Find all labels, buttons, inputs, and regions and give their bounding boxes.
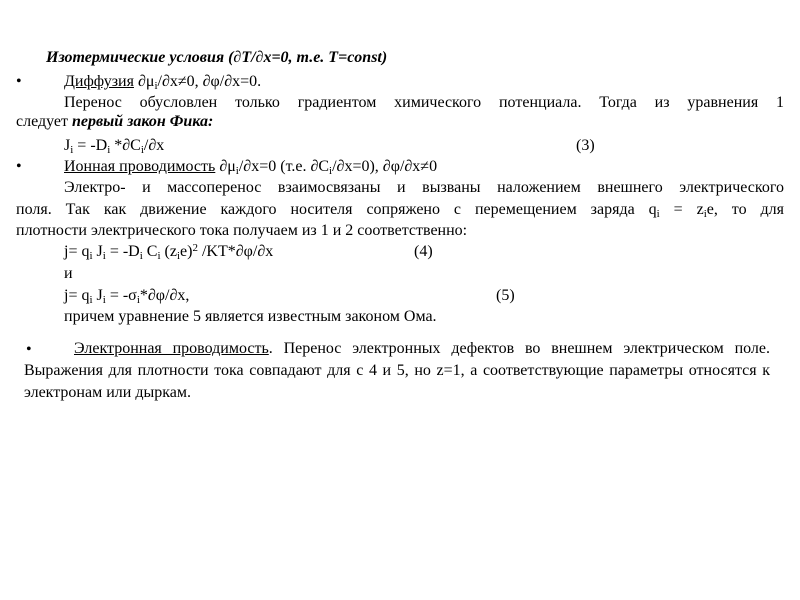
equation-5: $j= q_i$ $J_i = -\sigma_i*\partial\varphi/\partial x$, xyxy=(64,287,190,306)
electronic-title: Электронная проводимость xyxy=(74,340,269,357)
equation-3-number: (3) xyxy=(576,137,595,154)
ionic-p2-b: = z xyxy=(659,201,704,218)
diffusion-title: Диффузия xyxy=(64,73,134,90)
ionic-title: Ионная проводимость xyxy=(64,158,216,175)
ionic-paragraph-line2: поля. Так как движение каждого носителя сопряжено с перемещением заряда $q_i = z_ie$, то для xyxy=(16,201,784,220)
ionic-p2-a: поля. Так как движение каждого носителя сопряжено с перемещением заряда q xyxy=(16,201,657,218)
ohm-note: причем уравнение 5 является известным законом Ома. xyxy=(64,308,437,325)
ionic-condition-rest2: /∂x=0), ∂φ/∂x≠0 xyxy=(332,158,438,175)
ionic-p2-c: e, то для xyxy=(706,201,784,218)
electronic-paragraph xyxy=(24,338,770,404)
ionic-paragraph-line1: Электро- и массоперенос взаимосвязаны и вызваны наложением внешнего электрического xyxy=(64,179,784,196)
ionic-condition-rest: /∂x=0 (т.е. ∂C xyxy=(238,158,330,175)
ionic-paragraph-line3: плотности электрического тока получаем из 1 и 2 соответственно: xyxy=(16,222,468,239)
heading-text: Изотермические условия (∂T/∂x=0, т.е. T=const) xyxy=(46,49,388,66)
equation-3: $J_i = -D_i$ $*\partial C_i/\partial x$ xyxy=(64,137,165,156)
diffusion-follows: следует xyxy=(16,113,72,130)
equation-5-number: (5) xyxy=(496,287,515,304)
section-heading xyxy=(46,48,387,68)
diffusion-condition-rest: /∂x≠0, ∂φ/∂x=0. xyxy=(157,73,262,90)
diffusion-mu: ∂μ xyxy=(137,73,155,90)
diffusion-paragraph-line1: Перенос обусловлен только градиентом химического потенциала. Тогда из уравнения 1 xyxy=(64,94,784,111)
diffusion-condition: $\partial\mu_i/\partial x\ne 0$, ∂φ/∂x=0. xyxy=(137,73,262,92)
equation-4-number: (4) xyxy=(414,243,433,260)
ionic-line xyxy=(64,157,437,177)
bullet-diffusion: • xyxy=(16,73,22,90)
bullet-electronic: • xyxy=(26,341,32,358)
fick-law-label: первый закон Фика: xyxy=(72,113,214,130)
ionic-condition: $\partial\mu_i/\partial x=0$ (т.е. $\partial C_i/\partial x=0$), ∂φ/∂x≠0 xyxy=(219,158,438,177)
bullet-ionic: • xyxy=(16,158,22,175)
electronic-text: . Перенос электронных дефектов во внешнем электрическом поле. Выражения для плотности тока совпадают для с 4 и 5, но z=1, а соответствующие параметры относятся к электронам или дыркам. xyxy=(24,340,771,401)
diffusion-line xyxy=(64,72,261,92)
and-word: и xyxy=(64,265,73,282)
diffusion-paragraph-line2 xyxy=(16,112,213,132)
equation-4: $j= q_i$ $J_i = -D_i$ $C_i$ $(z_ie)^2$ /KT*∂φ/∂x xyxy=(64,242,274,262)
